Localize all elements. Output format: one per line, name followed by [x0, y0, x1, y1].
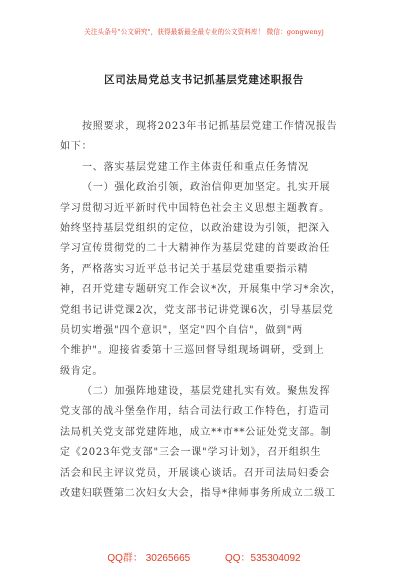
footer-contact: [0, 549, 408, 564]
footer-qq: QQ：535304092: [224, 553, 301, 564]
paragraph-line: 学习贯彻习近平新时代中国特色社会主义思想主题教育。: [60, 202, 330, 214]
paragraph-line: 定《2023年党支部"三会一课"学习计划》，召开组织生: [60, 447, 322, 459]
paragraph-line: （一）强化政治引领，政治信仰更加坚定。扎实开展: [82, 182, 331, 194]
paragraph-line: 党支部的战斗堡垒作用，结合司法行政工作特色，打造司: [60, 406, 330, 418]
paragraph-line: 员切实增强"四个意识"，坚定"四个自信"，做到"两: [60, 324, 303, 336]
paragraph-line: 党组书记讲党课2次，党支部书记讲党课6次，引导基层党: [60, 304, 334, 316]
paragraph-line: 法局机关党支部党建阵地，成立**市**公证处党支部。制: [60, 426, 332, 438]
paragraph-line: 务，严格落实习近平总书记关于基层党建重要指示精: [60, 263, 309, 275]
paragraph-line: 神，召开党建专题研究工作会议*次，开展集中学习*余次，: [60, 284, 342, 296]
intro-line: 按照要求，现将2023年书记抓基层党建工作情况报告: [82, 121, 338, 132]
section-heading: 一、落实基层党建工作主体责任和重点任务情况: [82, 161, 309, 173]
footer-qq-group: QQ群： 30265665: [107, 553, 191, 564]
document-body: [60, 117, 356, 504]
paragraph-line: 改建妇联暨第二次妇女大会，指导*律师事务所成立二级工: [60, 488, 336, 500]
paragraph-line: 学习宣传贯彻党的二十大精神作为基层党建的首要政治任: [60, 243, 330, 255]
paragraph-line: 级肯定。: [60, 365, 104, 377]
document-title: 区司法局党总支书记抓基层党建述职报告: [104, 74, 304, 86]
paragraph-line: 活会和民主评议党员，开展谈心谈话。召开司法局妇委会: [60, 467, 330, 479]
intro-line: 如下：: [60, 141, 93, 153]
paragraph-line: 始终坚持基层党组织的定位，以政治建设为引领，把深入: [60, 222, 330, 234]
paragraph-line: （二）加强阵地建设，基层党建扎实有效。聚焦发挥: [82, 386, 331, 398]
header-banner: 关注头条号"公文研究"，获得最新最全最专业的公文资料库！ 微信：gongwenyj: [84, 28, 324, 36]
paragraph-line: 个维护"。迎接省委第十三巡回督导组现场调研，受到上: [60, 345, 325, 357]
